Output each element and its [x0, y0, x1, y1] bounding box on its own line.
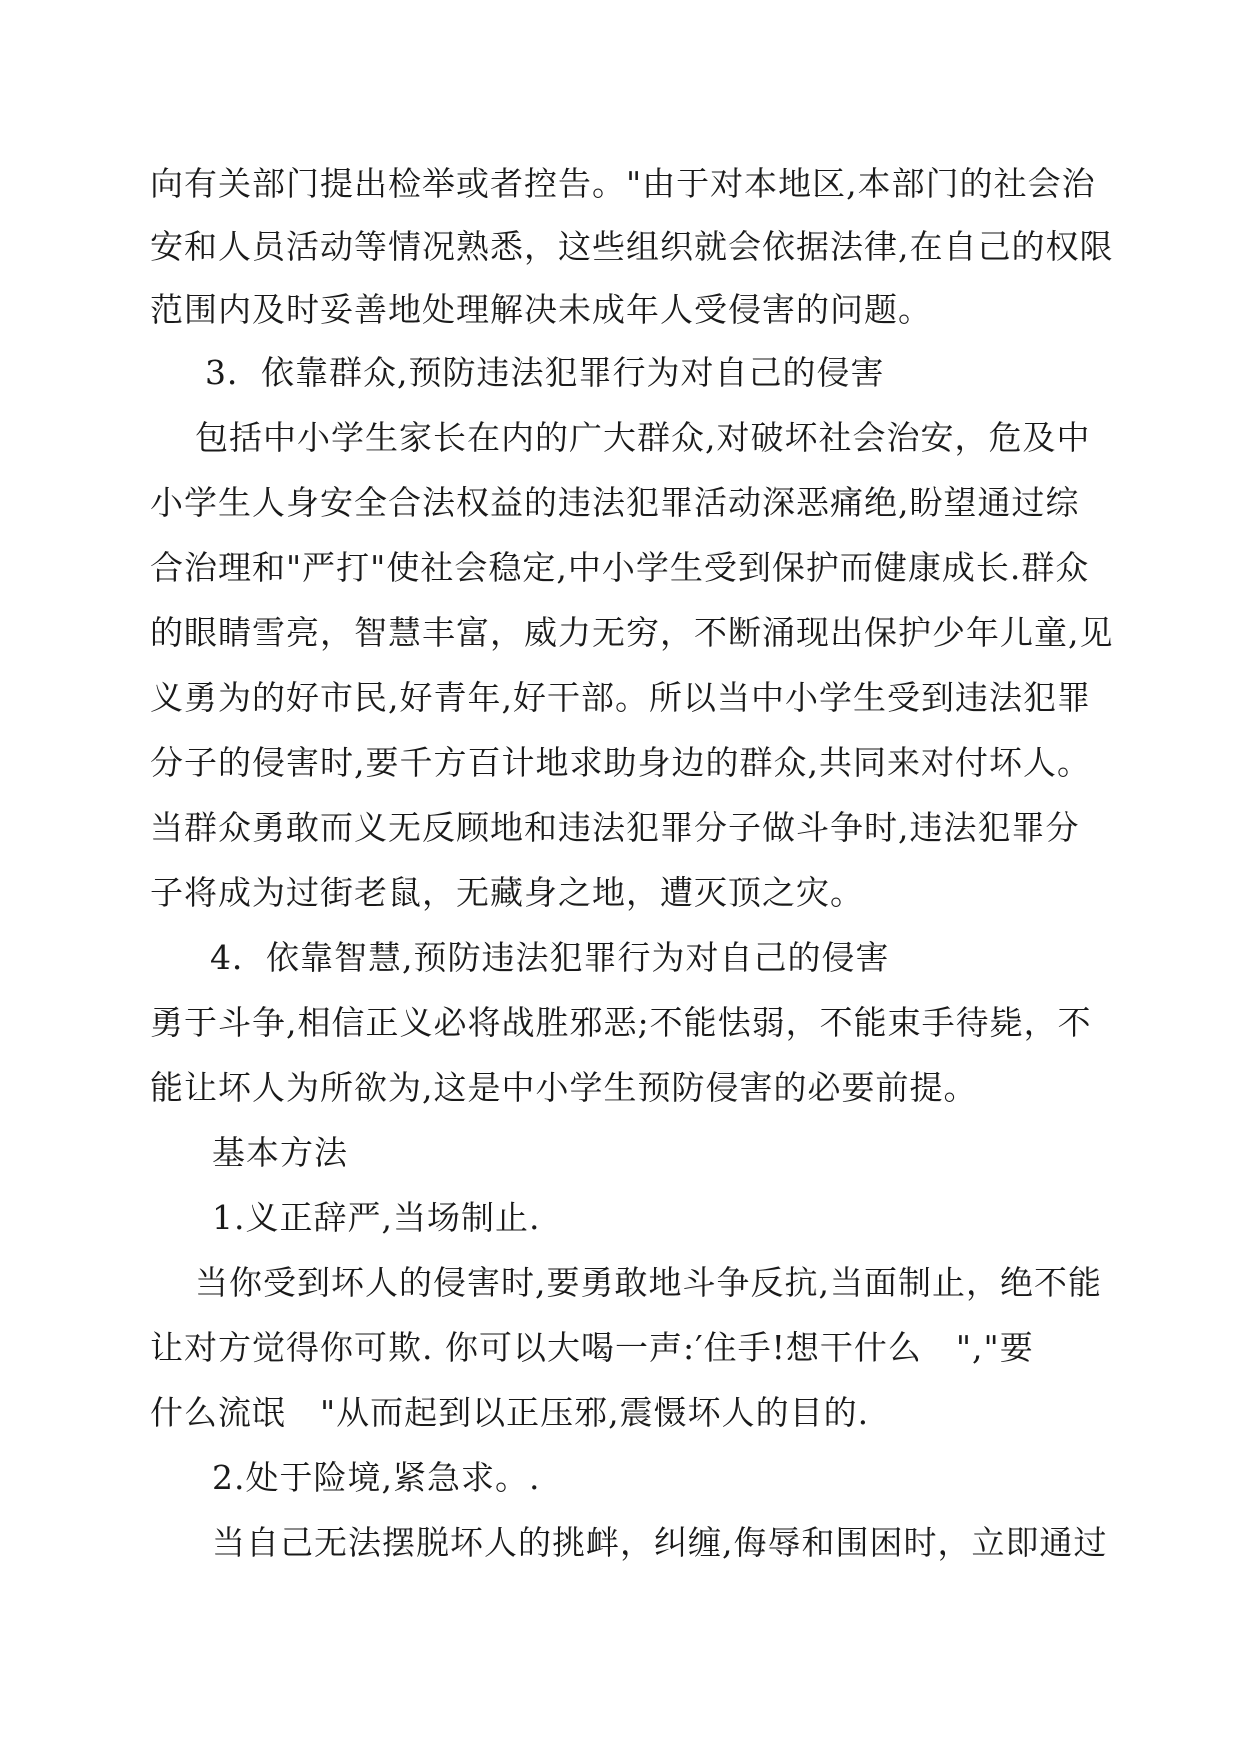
section-heading: 4．依靠智慧,预防违法犯罪行为对自己的侵害	[210, 938, 890, 977]
section-heading: 2.处于险境,紧急求。.	[212, 1458, 541, 1497]
paragraph-line: 当你受到坏人的侵害时,要勇敢地斗争反抗,当面制止，绝不能	[195, 1263, 1102, 1302]
section-heading: 基本方法	[212, 1133, 348, 1172]
paragraph-line: 当群众勇敢而义无反顾地和违法犯罪分子做斗争时,违法犯罪分	[150, 808, 1080, 847]
paragraph-line: 子将成为过街老鼠，无藏身之地，遭灭顶之灾。	[150, 873, 864, 912]
paragraph-line: 合治理和"严打"使社会稳定,中小学生受到保护而健康成长.群众	[150, 548, 1090, 587]
paragraph-line: 安和人员活动等情况熟悉，这些组织就会依据法律,在自己的权限	[150, 227, 1114, 266]
paragraph-line: 能让坏人为所欲为,这是中小学生预防侵害的必要前提。	[150, 1068, 978, 1107]
paragraph-line: 向有关部门提出检举或者控告。"由于对本地区,本部门的社会治	[150, 164, 1096, 203]
paragraph-line: 勇于斗争,相信正义必将战胜邪恶;不能怯弱，不能束手待毙，不	[150, 1003, 1092, 1042]
paragraph-line: 分子的侵害时,要千方百计地求助身边的群众,共同来对付坏人。	[150, 743, 1091, 782]
paragraph-line: 让对方觉得你可欺. 你可以大喝一声:′住手!想干什么 ","要	[150, 1328, 1034, 1367]
paragraph-line: 小学生人身安全合法权益的违法犯罪活动深恶痛绝,盼望通过综	[150, 483, 1080, 522]
section-heading: 3．依靠群众,预防违法犯罪行为对自己的侵害	[205, 353, 885, 392]
paragraph-line: 范围内及时妥善地处理解决未成年人受侵害的问题。	[150, 290, 932, 329]
paragraph-line: 包括中小学生家长在内的广大群众,对破坏社会治安，危及中	[195, 418, 1091, 457]
section-heading: 1.义正辞严,当场制止.	[212, 1198, 541, 1237]
paragraph-line: 当自己无法摆脱坏人的挑衅，纠缠,侮辱和围困时，立即通过	[212, 1523, 1108, 1562]
paragraph-line: 义勇为的好市民,好青年,好干部。所以当中小学生受到违法犯罪	[150, 678, 1091, 717]
paragraph-line: 什么流氓 "从而起到以正压邪,震慑坏人的目的.	[150, 1393, 870, 1432]
paragraph-line: 的眼睛雪亮，智慧丰富，威力无穷，不断涌现出保护少年儿童,见	[150, 613, 1114, 652]
